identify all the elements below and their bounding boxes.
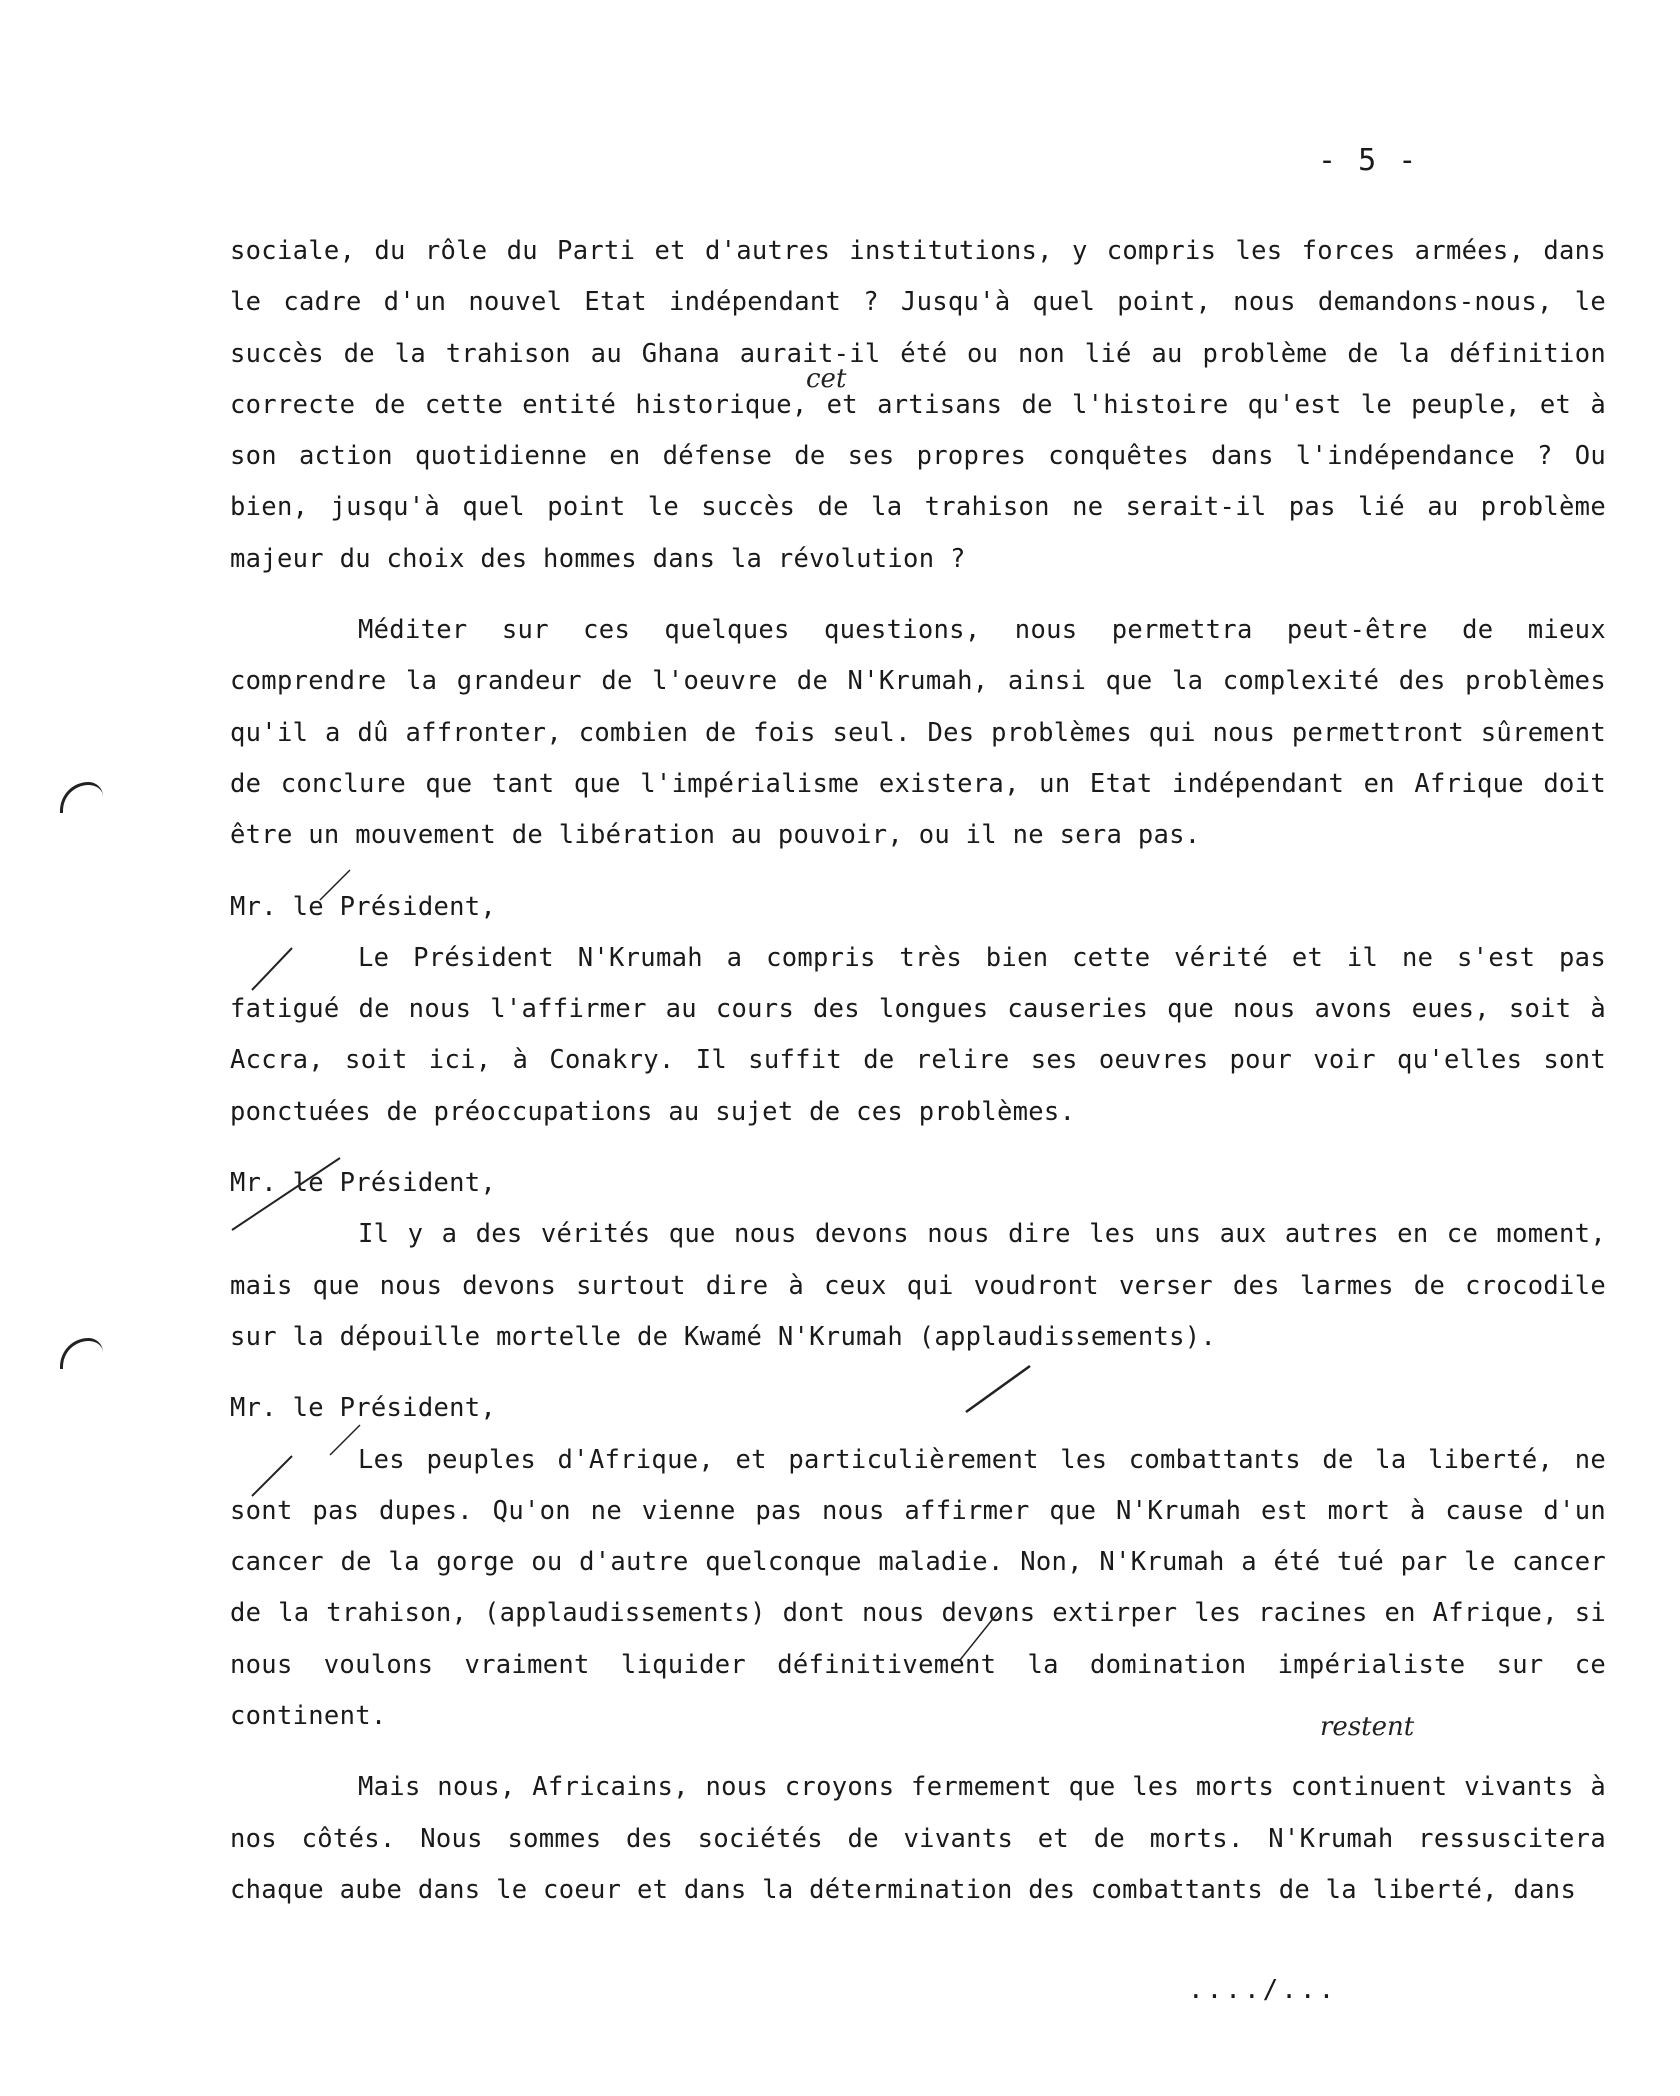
salutation-2: Mr. le Président, bbox=[230, 1168, 497, 1199]
pen-stroke-3 bbox=[966, 1366, 1030, 1412]
paragraph-3: Le Président N'Krumah a compris très bien cette vérité et il ne s'est pas fatigué de nous l'affirmer au cours des longues causeries que nous avons eues, soit à Accra, soit ici, à Conakry. Il suffit de relire ses oeuvres pour voir qu'elles sont ponctuées de préoccupations au sujet de ces problèmes. bbox=[230, 942, 1606, 1127]
pen-stroke-5 bbox=[320, 870, 350, 900]
paragraph-4: Il y a des vérités que nous devons nous dire les uns aux autres en ce moment, mais que nous devons surtout dire à ceux qui voudront verser des larmes de crocodile sur la dépouille mortelle de Kwamé N'Krumah (applaudissements). bbox=[230, 1219, 1606, 1352]
handwritten-annotation-restent: restent bbox=[1320, 1712, 1415, 1742]
page-number: - 5 - bbox=[1318, 143, 1419, 178]
pen-stroke-6 bbox=[330, 1425, 360, 1455]
pen-stroke-2 bbox=[232, 1158, 340, 1230]
salutation-3: Mr. le Président, bbox=[230, 1393, 497, 1424]
pen-stroke-7 bbox=[960, 1610, 1000, 1660]
continuation-mark: ..../... bbox=[1188, 1975, 1338, 2005]
pen-stroke-4 bbox=[252, 1456, 292, 1496]
salutation-1: Mr. le Président, bbox=[230, 891, 497, 922]
handwritten-annotation-cet: cet bbox=[806, 364, 847, 394]
pen-stroke-1 bbox=[252, 948, 292, 990]
paragraph-6: Mais nous, Africains, nous croyons fermement que les morts continuent vivants à nos côtés. Nous sommes des sociétés de vivants et de morts. N'Krumah ressuscitera chaque aube dans le coeur et dans la détermination des combattants de la liberté, dans bbox=[230, 1772, 1606, 1905]
paragraph-5: Les peuples d'Afrique, et particulièrement les combattants de la liberté, ne sont pas dupes. Qu'on ne vienne pas nous affirmer que N'Krumah est mort à cause d'un cancer de la gorge ou d'autre quelconque maladie. Non, N'Krumah a été tué par le cancer de la trahison, (applaudissements) dont nous devons extirper les racines en Afrique, si nous voulons vraiment liquider définitivement la domination impérialiste sur ce continent. bbox=[230, 1444, 1606, 1732]
paragraph-1: sociale, du rôle du Parti et d'autres institutions, y compris les forces armées, dans le cadre d'un nouvel Etat indépendant ? Jusqu'à quel point, nous demandons-nous, le succès de la trahison au Ghana aurait-il été ou non lié au problème de la définition correcte de cette entité historique, et artisans de l'histoire qu'est le peuple, et à son action quotidienne en défense de ses propres conquêtes dans l'indépendance ? Ou bien, jusqu'à quel point le succès de la trahison ne serait-il pas lié au problème majeur du choix des hommes dans la révolution ? bbox=[230, 236, 1606, 574]
paragraph-2: Méditer sur ces quelques questions, nous permettra peut-être de mieux comprendre la grandeur de l'oeuvre de N'Krumah, ainsi que la complexité des problèmes qu'il a dû affronter, combien de fois seul. Des problèmes qui nous permettront sûrement de conclure que tant que l'impérialisme existera, un Etat indépendant en Afrique doit être un mouvement de libération au pouvoir, ou il ne sera pas. bbox=[230, 615, 1606, 851]
